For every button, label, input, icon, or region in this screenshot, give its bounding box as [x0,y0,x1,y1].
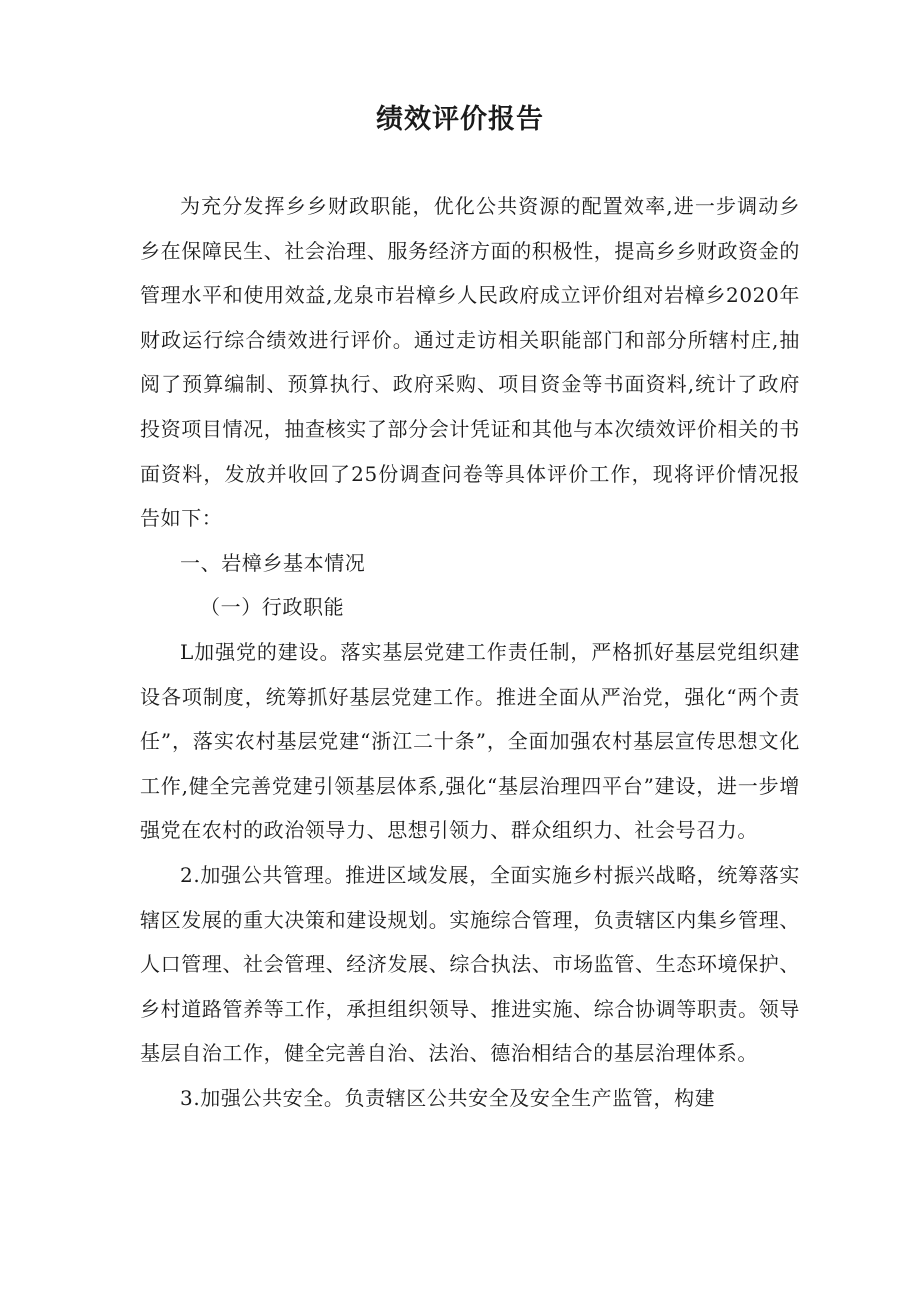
paragraph-public-safety: 3.加强公共安全。负责辖区公共安全及安全生产监管，构建 [180,1085,716,1110]
document-body [140,184,800,1120]
paragraph-public-management: 2.加强公共管理。推进区域发展，全面实施乡村振兴战略，统筹落实辖区发展的重大决策和建设规划。实施综合管理，负责辖区内集乡管理、人口管理、社会管理、经济发展、综合执法、市场监管、生态环境保护、乡村道路管养等工作，承担组织领导、推进实施、综合协调等职责。领导基层自治工作，健全完善自治、法治、德治相结合的基层治理体系。 [140,862,800,1066]
document-title: 绩效评价报告 [376,104,544,135]
section-heading-basic-info: 一、岩樟乡基本情况 [180,550,366,575]
subsection-heading-admin-functions: （一）行政职能 [200,595,345,620]
intro-paragraph: 为充分发挥乡乡财政职能，优化公共资源的配置效率,进一步调动乡乡在保障民生、社会治理、服务经济方面的积极性，提高乡乡财政资金的管理水平和使用效益,龙泉市岩樟乡人民政府成立评价组对岩樟乡2020年财政运行综合绩效进行评价。通过走访相关职能部门和部分所辖村庄,抽阅了预算编制、预算执行、政府采购、项目资金等书面资料,统计了政府投资项目情况，抽查核实了部分会计凭证和其他与本次绩效评价相关的书面资料，发放并收回了25份调查问卷等具体评价工作，现将评价情况报告如下： [140,194,800,531]
paragraph-party-building: L加强党的建设。落实基层党建工作责任制，严格抓好基层党组织建设各项制度，统筹抓好基层党建工作。推进全面从严治党，强化“两个责任”，落实农村基层党建“浙江二十条”，全面加强农村基层宣传思想文化工作,健全完善党建引领基层体系,强化“基层治理四平台”建设，进一步增强党在农村的政治领导力、思想引领力、群众组织力、社会号召力。 [140,639,800,843]
